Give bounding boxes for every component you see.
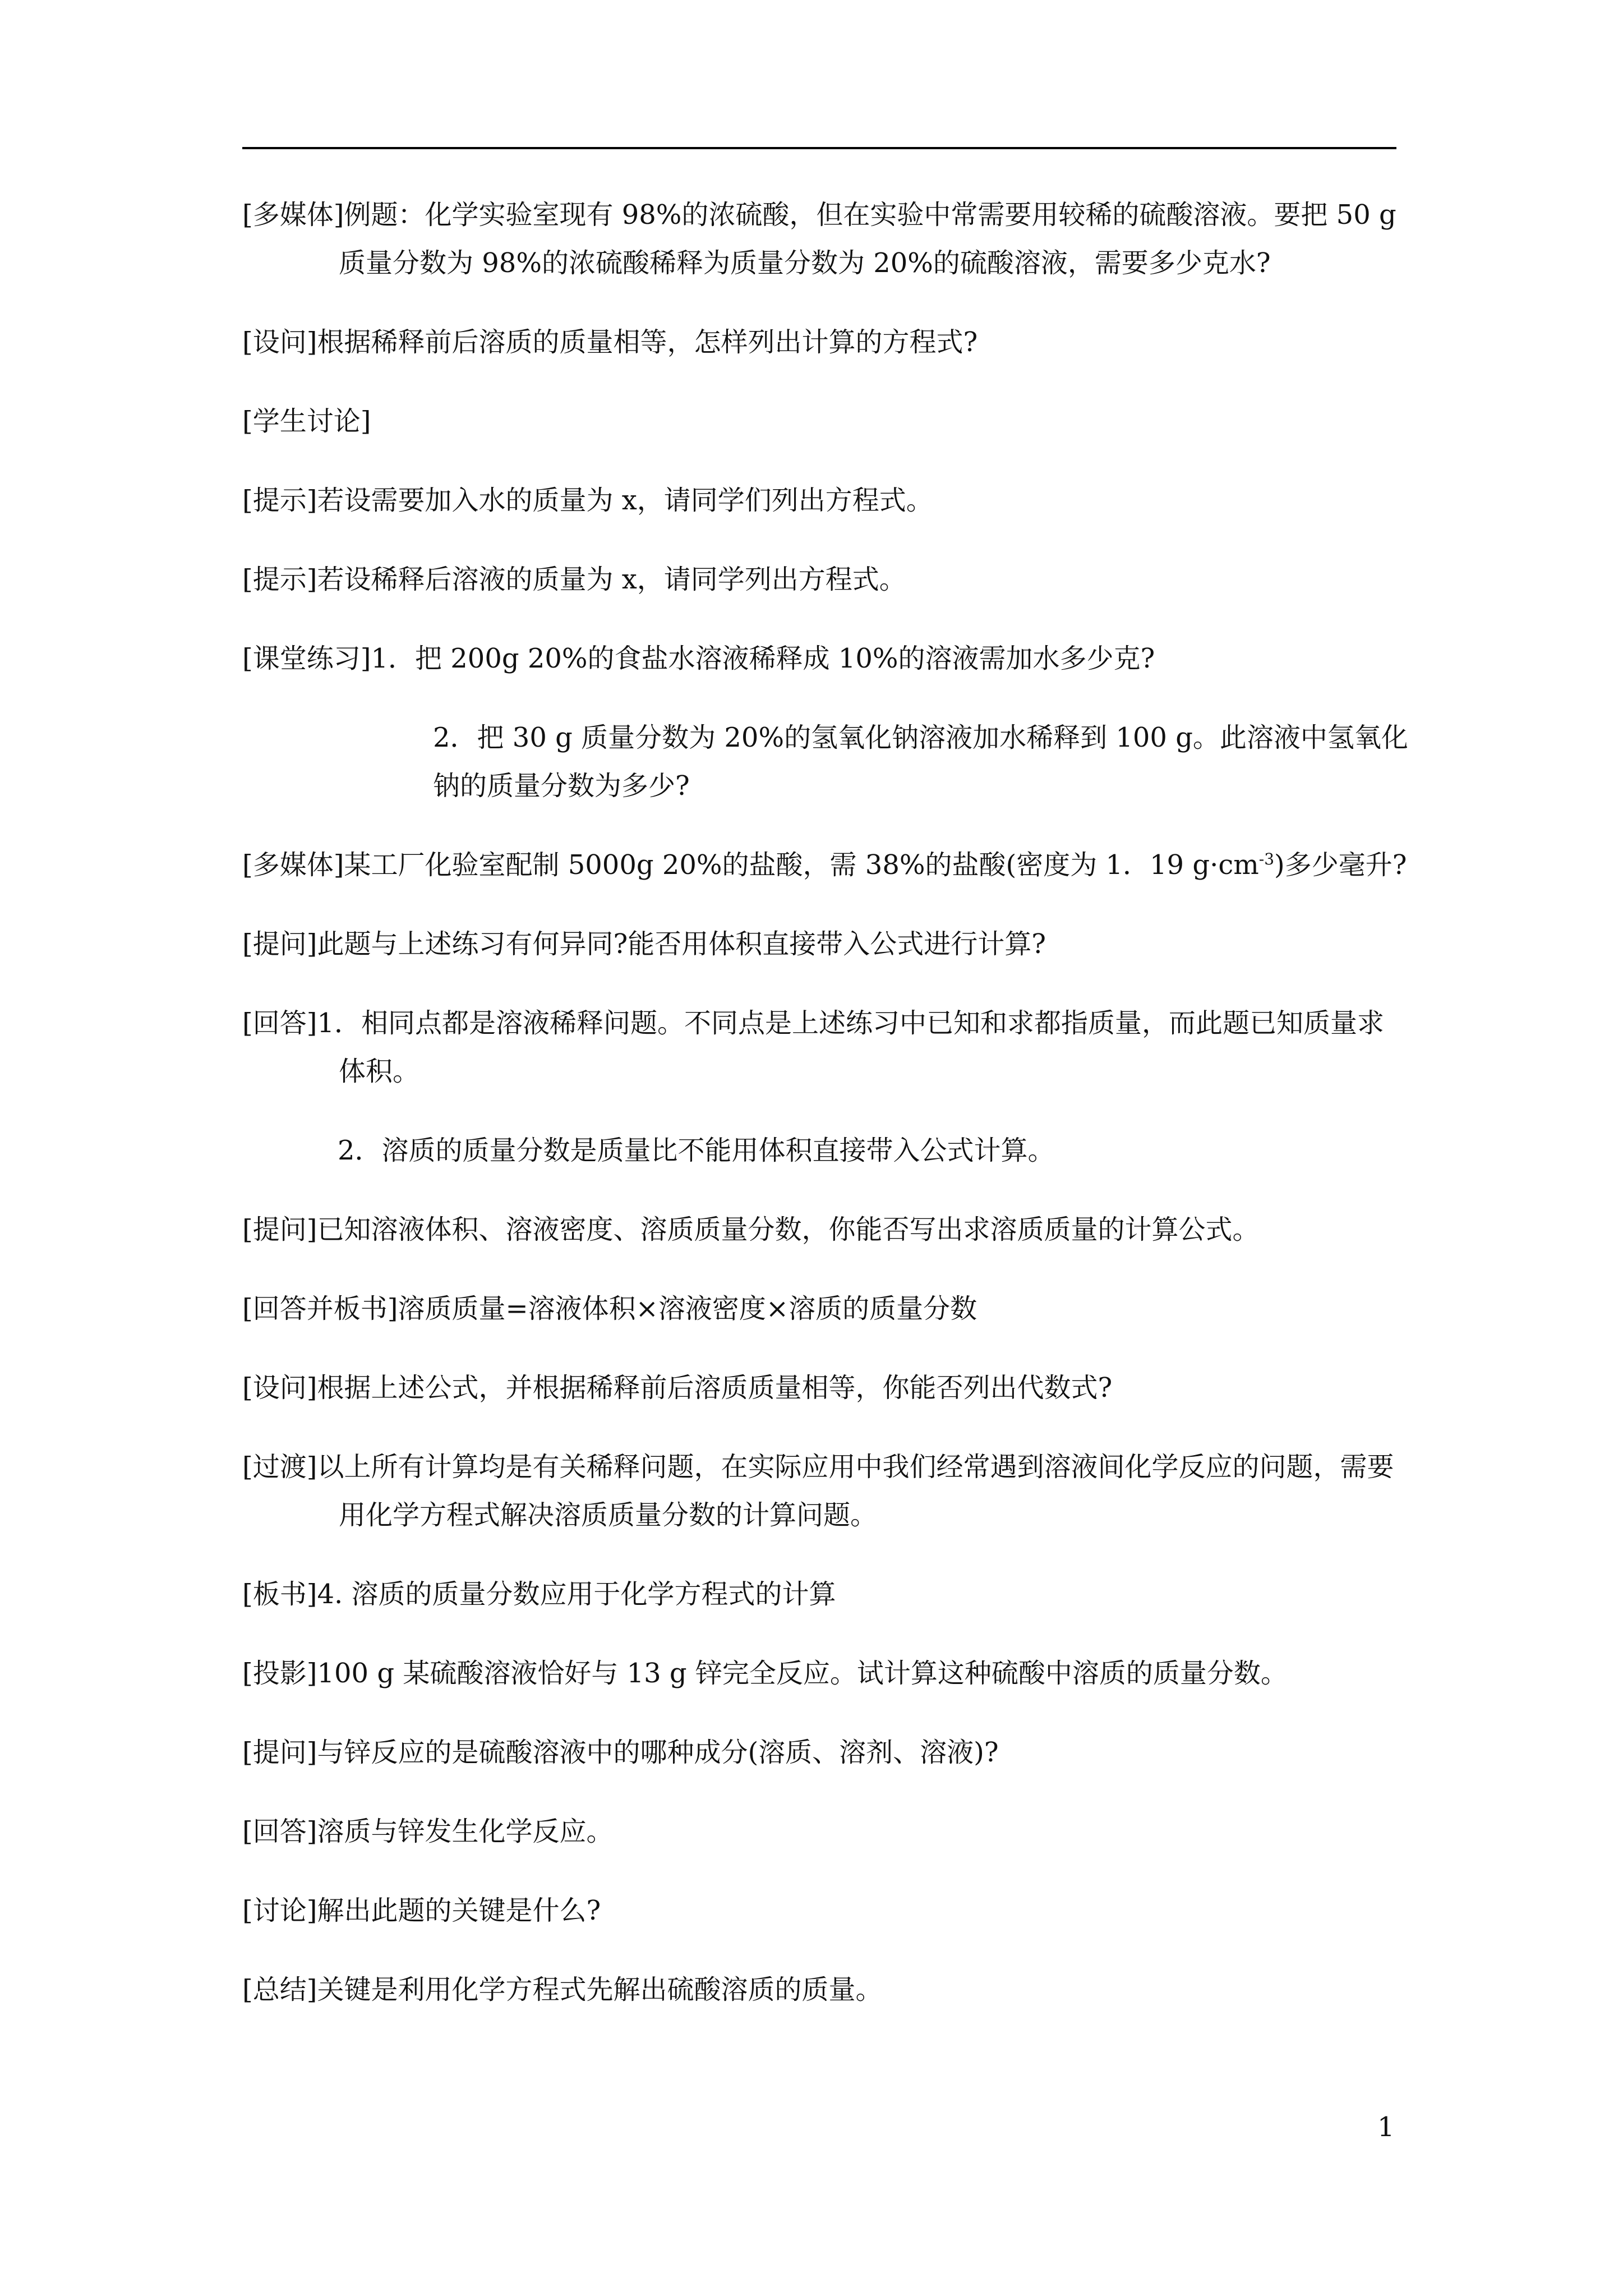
paragraph-summary: [总结]关键是利用化学方程式先解出硫酸溶质的质量。 [242,1974,883,2005]
paragraph-exercise-1: [课堂练习]1．把 200g 20%的食盐水溶液稀释成 10%的溶液需加水多少克? [242,643,1155,674]
paragraph-exercise-2: 2．把 30 g 质量分数为 20%的氢氧化钠溶液加水稀释到 100 g。此溶液中氢氧化钠的质量分数为多少? [433,722,1408,802]
paragraph-board: [板书]4. 溶质的质量分数应用于化学方程式的计算 [242,1579,836,1610]
paragraph-hint-1: [提示]若设需要加入水的质量为 x，请同学们列出方程式。 [242,485,933,516]
document-body [242,191,1409,2045]
paragraph-question-2: [设问]根据上述公式，并根据稀释前后溶质质量相等，你能否列出代数式? [242,1372,1113,1404]
paragraph-multimedia-hcl-tail: )多少毫升? [1274,849,1407,881]
paragraph-question: [设问]根据稀释前后溶质的质量相等，怎样列出计算的方程式? [242,326,978,358]
paragraph-example: [多媒体]例题：化学实验室现有 98%的浓硫酸，但在实验中常需要用较稀的硫酸溶液。要把 50 g 质量分数为 98%的浓硫酸稀释为质量分数为 20%的硫酸溶液，需要多少克水? [242,199,1396,279]
paragraph-answer-2: 2．溶质的质量分数是质量比不能用体积直接带入公式计算。 [338,1135,1055,1166]
paragraph-transition: [过渡]以上所有计算均是有关稀释问题，在实际应用中我们经常遇到溶液间化学反应的问题，需要用化学方程式解决溶质质量分数的计算问题。 [242,1451,1394,1531]
paragraph-multimedia-hcl [242,841,1409,889]
paragraph-answer-1: [回答]1．相同点都是溶液稀释问题。不同点是上述练习中已知和求都指质量，而此题已知质量求体积。 [242,1007,1384,1087]
paragraph-ask-3: [提问]与锌反应的是硫酸溶液中的哪种成分(溶质、溶剂、溶液)? [242,1737,999,1768]
header-rule [242,147,1396,149]
paragraph-answer-3: [回答]溶质与锌发生化学反应。 [242,1816,614,1847]
paragraph-answer-board: [回答并板书]溶质质量=溶液体积×溶液密度×溶质的质量分数 [242,1293,978,1324]
paragraph-multimedia-hcl-text: [多媒体]某工厂化验室配制 5000g 20%的盐酸，需 38%的盐酸(密度为 1．19 g·cm [242,849,1259,881]
page-number: 1 [1377,2111,1395,2143]
paragraph-discuss: [讨论]解出此题的关键是什么? [242,1895,601,1926]
paragraph-discussion: [学生讨论] [242,406,371,437]
paragraph-hint-2: [提示]若设稀释后溶液的质量为 x，请同学列出方程式。 [242,564,906,595]
paragraph-ask-2: [提问]已知溶液体积、溶液密度、溶质质量分数，你能否写出求溶质质量的计算公式。 [242,1214,1260,1245]
paragraph-projection: [投影]100 g 某硫酸溶液恰好与 13 g 锌完全反应。试计算这种硫酸中溶质的质量分数。 [242,1658,1288,1689]
superscript-exponent: -3 [1258,850,1275,868]
paragraph-ask-1: [提问]此题与上述练习有何异同?能否用体积直接带入公式进行计算? [242,928,1046,960]
